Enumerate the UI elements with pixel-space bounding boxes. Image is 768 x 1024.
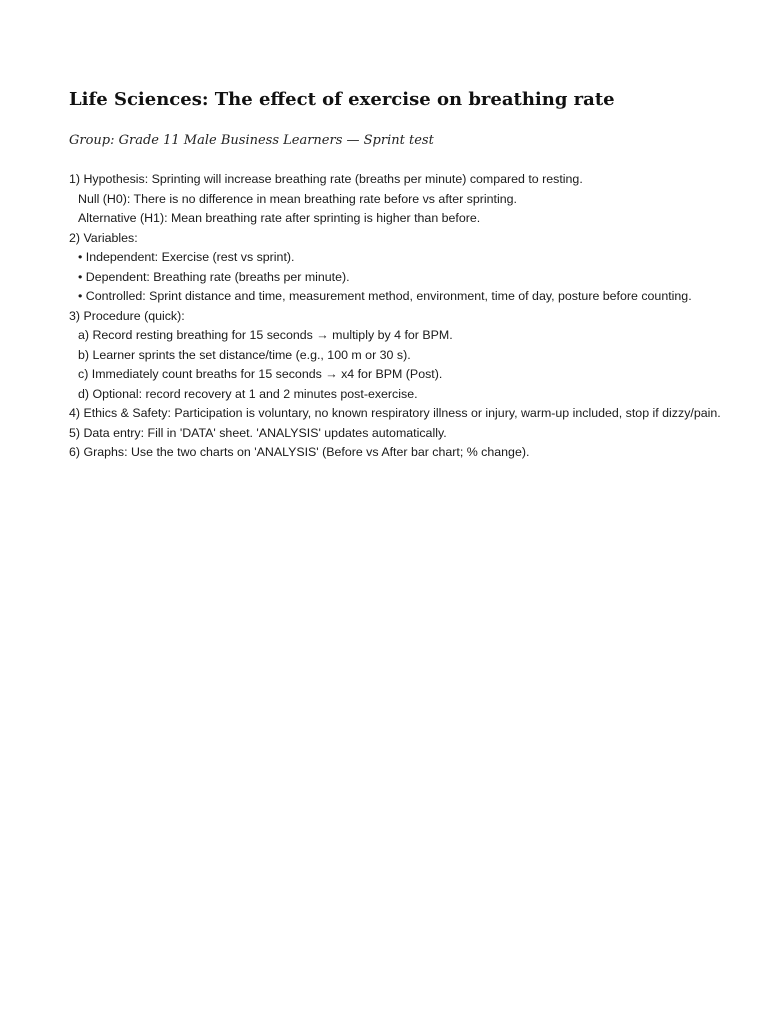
independent-variable-line: • Independent: Exercise (rest vs sprint).	[78, 250, 295, 264]
procedure-step-c: c) Immediately count breaths for 15 seconds → x4 for BPM (Post).	[78, 367, 443, 381]
alternative-hypothesis-line: Alternative (H1): Mean breathing rate after sprinting is higher than before.	[78, 211, 481, 225]
data-entry-line: 5) Data entry: Fill in 'DATA' sheet. 'ANALYSIS' updates automatically.	[69, 425, 447, 440]
document-title: Life Sciences: The effect of exercise on breathing rate	[69, 89, 615, 110]
procedure-step-d: d) Optional: record recovery at 1 and 2 minutes post-exercise.	[78, 386, 418, 401]
null-hypothesis-line: Null (H0): There is no difference in mean breathing rate before vs after sprinting.	[78, 191, 517, 206]
procedure-heading: 3) Procedure (quick):	[69, 308, 185, 323]
hypothesis-line: 1) Hypothesis: Sprinting will increase breathing rate (breaths per minute) compared to resting.	[69, 172, 583, 186]
ethics-safety-line: 4) Ethics & Safety: Participation is voluntary, no known respiratory illness or injury, warm-up included, stop if dizzy/pain.	[69, 406, 721, 420]
instructions-list	[69, 170, 721, 463]
document-subtitle: Group: Grade 11 Male Business Learners — Sprint test	[69, 133, 434, 148]
dependent-variable-line: • Dependent: Breathing rate (breaths per minute).	[78, 269, 350, 284]
variables-heading: 2) Variables:	[69, 230, 138, 245]
graphs-line: 6) Graphs: Use the two charts on 'ANALYSIS' (Before vs After bar chart; % change).	[69, 445, 530, 459]
procedure-step-a: a) Record resting breathing for 15 seconds → multiply by 4 for BPM.	[78, 328, 453, 342]
procedure-step-b: b) Learner sprints the set distance/time (e.g., 100 m or 30 s).	[78, 347, 411, 362]
controlled-variables-line: • Controlled: Sprint distance and time, measurement method, environment, time of day, posture before counting.	[78, 289, 692, 303]
